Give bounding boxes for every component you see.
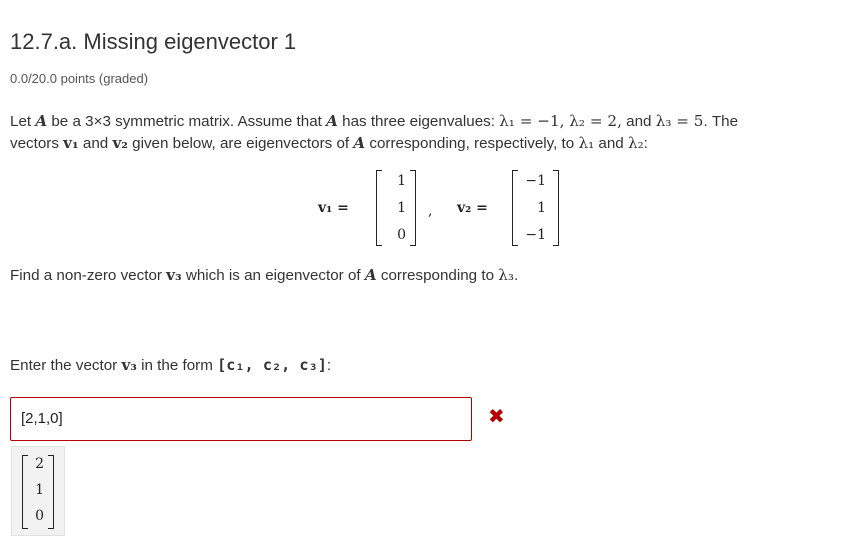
preview-right-bracket — [48, 455, 54, 529]
text: . The — [703, 113, 739, 130]
text: and — [594, 135, 628, 152]
text: which is an eigenvector of — [181, 267, 365, 284]
eigenvalue-3-expression: λ₃ = 5 — [655, 112, 704, 130]
lambda-3-symbol: λ₃ — [498, 266, 514, 284]
vector-separator: , — [428, 203, 433, 219]
lambda-2-symbol: λ₂ — [627, 134, 644, 152]
v2-label: v₂ = — [457, 200, 488, 216]
text: corresponding to — [376, 267, 499, 284]
v2-entry: −1 — [525, 227, 546, 243]
text: be a 3×3 symmetric matrix. Assume that — [47, 113, 327, 130]
answer-format: [c₁, c₂, c₃] — [217, 356, 327, 374]
problem-title: 12.7.a. Missing eigenvector 1 — [10, 29, 297, 54]
eigenvalues-expression: λ₁ = −1, λ₂ = 2, — [499, 112, 622, 130]
vector-v1-symbol: v₁ — [63, 134, 79, 152]
v2-entry: 1 — [537, 200, 546, 216]
matrix-symbol: A — [364, 266, 377, 284]
v2-left-bracket — [512, 170, 518, 246]
text: Find a non-zero vector — [10, 267, 167, 284]
v2-entry: −1 — [525, 173, 546, 189]
answer-input[interactable] — [10, 397, 472, 441]
text: . — [513, 267, 519, 284]
preview-entry: 0 — [35, 508, 44, 524]
problem-points: 0.0/20.0 points (graded) — [10, 71, 149, 86]
text: and — [621, 113, 656, 130]
v1-entry: 1 — [397, 173, 406, 189]
text: Let — [10, 113, 36, 130]
statement-line-2 — [10, 132, 648, 155]
vector-v3-symbol: v₃ — [121, 356, 137, 374]
statement-line-1 — [10, 110, 738, 133]
cross-icon: ✖ — [488, 404, 505, 428]
text: vectors — [10, 135, 64, 152]
answer-prompt — [10, 354, 331, 377]
lambda-1-symbol: λ₁ — [578, 134, 595, 152]
v2-right-bracket — [553, 170, 559, 246]
text: corresponding, respectively, to — [365, 135, 579, 152]
find-instruction — [10, 264, 518, 287]
text: Enter the vector — [10, 357, 122, 374]
vector-v2-symbol: v₂ — [112, 134, 128, 152]
vector-v3-symbol: v₃ — [166, 266, 182, 284]
text: and — [78, 135, 113, 152]
text: in the form — [136, 357, 218, 374]
text: : — [326, 357, 332, 374]
matrix-symbol: A — [353, 134, 366, 152]
v1-entry: 1 — [397, 200, 406, 216]
answer-preview — [11, 446, 65, 536]
preview-entry: 1 — [35, 482, 44, 498]
preview-entry: 2 — [35, 456, 44, 472]
text: has three eigenvalues: — [337, 113, 500, 130]
answer-value[interactable]: [2,1,0] — [21, 410, 63, 427]
matrix-symbol: A — [35, 112, 48, 130]
text: : — [643, 135, 648, 152]
v1-right-bracket — [410, 170, 416, 246]
text: given below, are eigenvectors of — [127, 135, 354, 152]
v1-label: v₁ = — [318, 200, 349, 216]
v1-entry: 0 — [397, 227, 406, 243]
matrix-symbol: A — [326, 112, 338, 130]
